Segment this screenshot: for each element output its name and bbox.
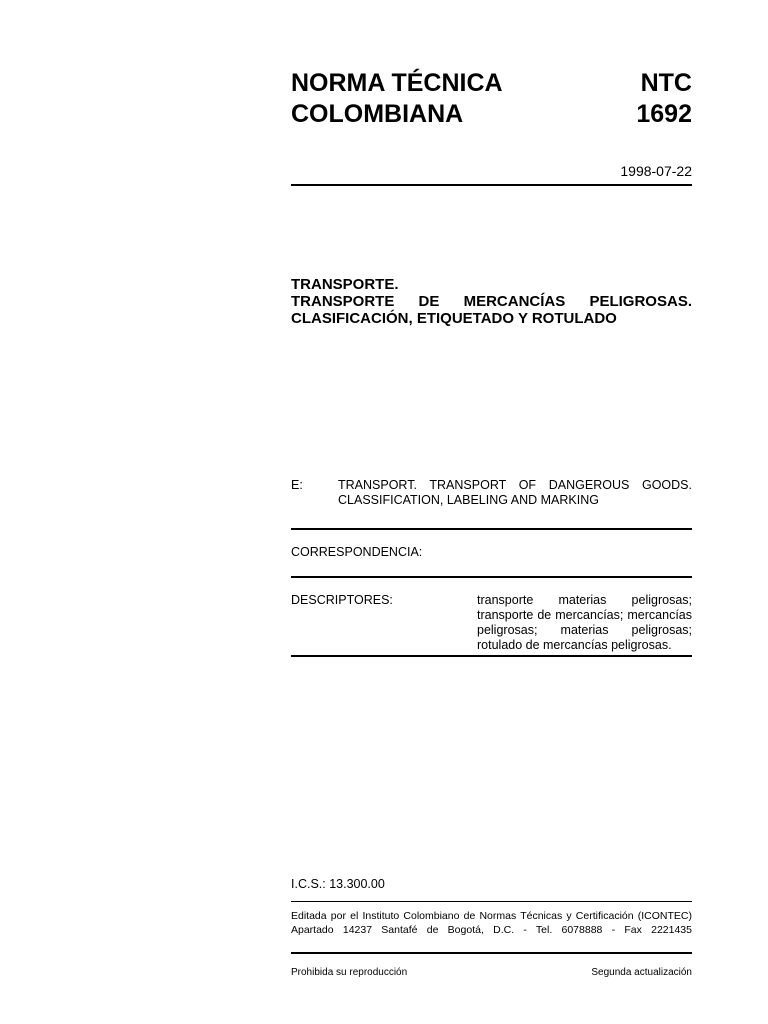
copyright-notice: Prohibida su reproducción bbox=[291, 967, 408, 978]
descriptors-line-3: peligrosas; materias peligrosas; bbox=[477, 623, 692, 637]
title-line-1: NORMA TÉCNICA bbox=[291, 69, 503, 97]
standard-subject bbox=[291, 276, 692, 327]
descriptors-text bbox=[477, 593, 692, 653]
ics-divider bbox=[291, 901, 692, 902]
code-line-2: 1692 bbox=[636, 100, 692, 128]
publisher-info bbox=[291, 909, 692, 937]
descriptors-label: DESCRIPTORES: bbox=[291, 593, 393, 607]
english-divider bbox=[291, 528, 692, 530]
correspondence-label: CORRESPONDENCIA: bbox=[291, 545, 423, 559]
edition-note: Segunda actualización bbox=[591, 967, 692, 978]
standard-code bbox=[636, 68, 692, 130]
publisher-line-2: Apartado 14237 Santafé de Bogotá, D.C. - Tel. 6078888 - Fax 2221435 bbox=[291, 924, 692, 936]
title-line-2: COLOMBIANA bbox=[291, 100, 464, 128]
descriptors-divider bbox=[291, 655, 692, 657]
document-title bbox=[291, 68, 591, 130]
subject-line-2: TRANSPORTE DE MERCANCÍAS PELIGROSAS. bbox=[291, 293, 692, 310]
code-line-1: NTC bbox=[640, 69, 692, 97]
english-line-1: TRANSPORT. TRANSPORT OF DANGEROUS GOODS. bbox=[338, 478, 692, 492]
publisher-line-1: Editada por el Instituto Colombiano de Normas Técnicas y Certificación (ICONTEC) bbox=[291, 910, 692, 922]
descriptors-line-2: transporte de mercancías; mercancías bbox=[477, 608, 692, 622]
english-label: E: bbox=[291, 478, 303, 492]
ics-code: I.C.S.: 13.300.00 bbox=[291, 877, 385, 891]
english-title bbox=[338, 478, 692, 508]
subject-line-1: TRANSPORTE. bbox=[291, 276, 399, 293]
english-line-2: CLASSIFICATION, LABELING AND MARKING bbox=[338, 493, 599, 507]
correspondence-divider bbox=[291, 576, 692, 578]
header-divider bbox=[291, 184, 692, 186]
descriptors-line-4: rotulado de mercancías peligrosas. bbox=[477, 638, 672, 652]
footer-divider bbox=[291, 952, 692, 954]
subject-line-3: CLASIFICACIÓN, ETIQUETADO Y ROTULADO bbox=[291, 310, 617, 327]
publication-date: 1998-07-22 bbox=[620, 163, 692, 179]
descriptors-line-1: transporte materias peligrosas; bbox=[477, 593, 692, 607]
